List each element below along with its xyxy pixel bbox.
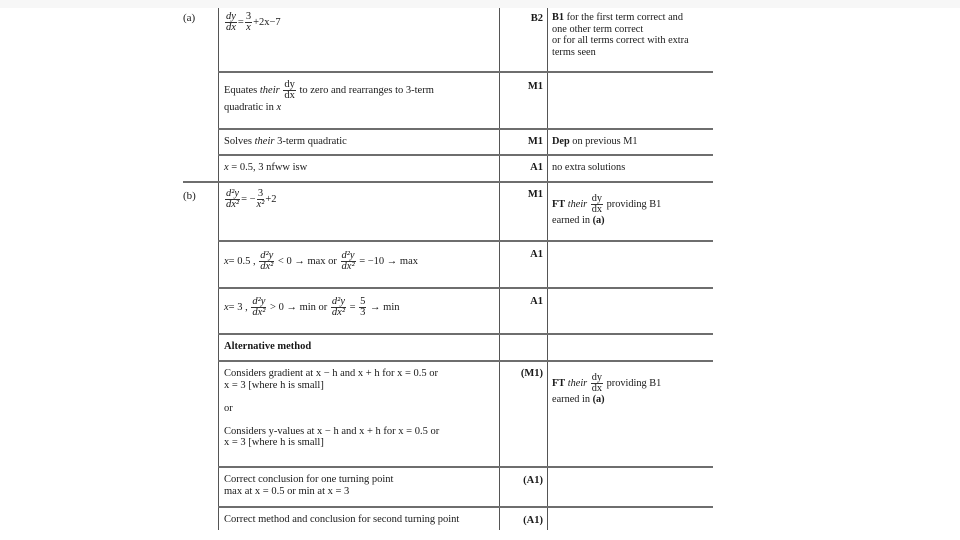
part-label-a: (a) [183, 12, 196, 24]
row-divider [218, 240, 713, 242]
mark-b1: M1 [527, 189, 543, 200]
answer-a4: x = 0.5, 3 nfww isw [224, 162, 308, 173]
mark-b5: (M1) [520, 368, 543, 379]
note-a3: Dep on previous M1 [552, 136, 638, 147]
mark-a4: A1 [530, 162, 543, 173]
row-divider [218, 71, 713, 73]
answer-a1: $\frac{dy}{dx}$ = $\frac{3}{x}$ +2x−7 [226, 11, 281, 33]
fraction-dydx: $\frac{dy}{dx}$ [284, 79, 295, 101]
mark-b3: A1 [530, 296, 543, 307]
mark-a3: M1 [527, 136, 543, 147]
fraction-3-over-x: $\frac{3}{x}$ [245, 11, 252, 33]
answer-a2: Equates their $\frac{dy}{dx}$ to zero and rearranges to 3-term quadratic in x [224, 79, 434, 113]
fraction-d2ydx2: $\frac{\text{d²y}}{\text{dx²}}$ [260, 250, 274, 272]
note-b1: FT their $\frac{dy}{dx}$ providing B1 earned in (a) [552, 193, 662, 226]
row-divider [218, 287, 713, 289]
fraction-d2ydx2: $\frac{\text{d²y}}{\text{dx²}}$ [226, 188, 240, 210]
part-divider [183, 181, 713, 183]
fraction-d2ydx2: $\frac{\text{d²y}}{\text{dx²}}$ [341, 250, 355, 272]
alternative-method-heading: Alternative method [224, 341, 312, 352]
answer-b3: x= 3 , $\frac{\text{d²y}}{\text{dx²}}$ > 0 → min or $\frac{\text{d²y}}{\text{dx²}}$ = $\frac{5}{3}$ → min [224, 296, 400, 318]
row-divider [218, 128, 713, 130]
answer-b7: Correct method and conclusion for second turning point [224, 514, 460, 525]
answer-a3: Solves their 3-term quadratic [224, 136, 347, 147]
page-top-shade [0, 0, 960, 8]
fraction-dydx: $\frac{dy}{dx}$ [591, 372, 603, 394]
mark-a1: B2 [530, 13, 543, 24]
row-divider [218, 506, 713, 508]
mark-b7: (A1) [523, 515, 543, 526]
mark-b2: A1 [530, 249, 543, 260]
note-a4: no extra solutions [552, 162, 626, 173]
mark-b6: (A1) [523, 475, 543, 486]
fraction-d2ydx2: $\frac{\text{d²y}}{\text{dx²}}$ [252, 296, 266, 318]
part-label-b: (b) [183, 190, 196, 202]
fraction-d2ydx2: $\frac{\text{d²y}}{\text{dx²}}$ [331, 296, 345, 318]
row-divider [218, 466, 713, 468]
answer-b5: Considers gradient at x − h and x + h for x = 0.5 or x = 3 [where h is small] or Considers y-values at x − h and x + h for x = 0.5 or x = 3 [where h is small] [224, 368, 440, 448]
fraction-dydx: $\frac{dy}{dx}$ [226, 11, 236, 33]
answer-b6: Correct conclusion for one turning point max at x = 0.5 or min at x = 3 [224, 474, 394, 497]
table-divider-notes [547, 8, 548, 530]
fraction-3-over-x2: $\frac{3}{\text{x²}}$ [256, 188, 265, 210]
table-divider-marks [499, 8, 500, 530]
answer-b2: x= 0.5 , $\frac{\text{d²y}}{\text{dx²}}$ < 0 → max or $\frac{\text{d²y}}{\text{dx²}}$ = −10 → max [224, 250, 419, 272]
row-divider [218, 154, 713, 156]
note-a1: B1 for the first term correct and one other term correct or for all terms correct with extra terms seen [552, 12, 689, 58]
row-divider [218, 360, 713, 362]
note-b5: FT their $\frac{dy}{dx}$ providing B1 earned in (a) [552, 372, 662, 405]
row-divider [218, 333, 713, 335]
fraction-5-over-3: $\frac{5}{3}$ [360, 296, 366, 318]
answer-b1: $\frac{\text{d²y}}{\text{dx²}}$ = − $\frac{3}{\text{x²}}$ +2 [226, 188, 277, 210]
fraction-dydx: $\frac{dy}{dx}$ [591, 193, 603, 215]
table-border-left [218, 8, 219, 530]
mark-a2: M1 [527, 81, 543, 92]
